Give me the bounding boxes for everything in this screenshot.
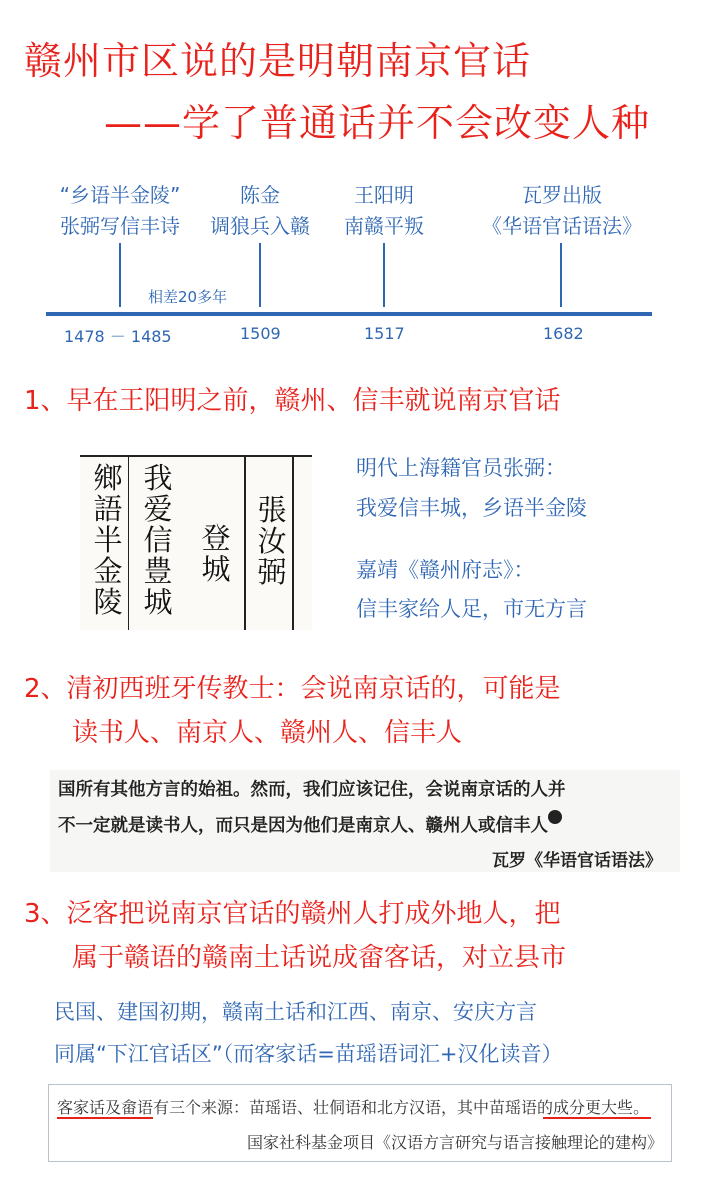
- timeline-event: [328, 180, 440, 242]
- section-2-heading: 2、清初西班牙传教士：会说南京话的，可能是: [24, 674, 561, 704]
- timeline-year: 1478 － 1485: [64, 327, 172, 346]
- citation-text: 客家话及畲语有三个来源：苗瑶语、壮侗语和北方汉语，其中苗瑶语的成分更大些。: [57, 1098, 650, 1117]
- note-line: 明代上海籍官员张弼：: [356, 456, 566, 480]
- note-line: 嘉靖《赣州府志》：: [356, 558, 535, 582]
- note-line: 民国、建国初期，赣南土话和江西、南京、安庆方言: [54, 1000, 537, 1024]
- section-1-heading: 1、早在王阳明之前，赣州、信丰就说南京官话: [24, 386, 561, 416]
- book-text-column: 登城: [201, 521, 231, 586]
- citation-box: [48, 1084, 672, 1162]
- timeline-axis: [46, 312, 652, 316]
- timeline-tick: [383, 243, 385, 307]
- timeline-tick: [560, 243, 562, 307]
- timeline-event-desc: 张弼写信丰诗: [60, 214, 180, 238]
- underline-highlight: [543, 1117, 651, 1119]
- footnote-marker-icon: [548, 810, 562, 824]
- citation-source: 国家社科基金项目《汉语方言研究与语言接触理论的建构》: [246, 1133, 663, 1152]
- book-text-column: 我爱信豊城: [143, 461, 173, 619]
- timeline-tick: [259, 243, 261, 307]
- note-line: 同属“下江官话区”（而客家话=苗瑶语词汇+汉化读音）: [54, 1042, 563, 1066]
- timeline-year: 1682: [543, 324, 584, 343]
- quote-text: 不一定就是读书人，而只是因为他们是南京人、赣州人或信丰人: [58, 815, 548, 836]
- quote-line: 国所有其他方言的始祖。然而，我们应该记住，会说南京话的人并: [58, 780, 566, 800]
- timeline-event-title: 王阳明: [354, 183, 414, 207]
- timeline-year: 1517: [364, 324, 405, 343]
- timeline-event-desc: 《华语官话语法》: [482, 214, 642, 238]
- note-line: 信丰家给人足，市无方言: [356, 597, 587, 621]
- timeline-tick: [119, 243, 121, 307]
- timeline-gap-label: 相差20多年: [148, 288, 228, 306]
- book-column-rule: [292, 455, 294, 630]
- section-2-heading-cont: 读书人、南京人、赣州人、信丰人: [72, 718, 463, 748]
- quote-source: 瓦罗《华语官话语法》: [492, 851, 662, 871]
- section-3-heading: 3、泛客把说南京官话的赣州人打成外地人，把: [24, 899, 561, 929]
- underline-highlight: [57, 1117, 153, 1119]
- quote-line: [58, 810, 562, 837]
- quote-scan: [50, 770, 680, 872]
- page-subtitle: ——学了普通话并不会改变人种: [104, 101, 651, 145]
- book-border: [80, 455, 312, 457]
- book-text-column: 張汝弼: [257, 493, 287, 589]
- note-line: 我爱信丰城，乡语半金陵: [356, 496, 587, 520]
- timeline-event-desc: 南赣平叛: [344, 214, 424, 238]
- timeline-event-title: “乡语半金陵”: [59, 183, 181, 207]
- timeline-event: [470, 180, 654, 242]
- book-column-rule: [128, 455, 129, 630]
- timeline-event: [200, 180, 320, 242]
- section-3-heading-cont: 属于赣语的赣南土话说成畲客话，对立县市: [72, 943, 567, 973]
- book-column-rule: [244, 455, 246, 630]
- timeline-event-title: 陈金: [240, 183, 280, 207]
- timeline-event-desc: 调狼兵入赣: [210, 214, 310, 238]
- old-book-image: [80, 455, 312, 630]
- timeline-year: 1509: [240, 324, 281, 343]
- page-title: 赣州市区说的是明朝南京官话: [24, 39, 532, 83]
- timeline-event: [38, 180, 202, 242]
- timeline-event-title: 瓦罗出版: [522, 183, 602, 207]
- book-text-column: 鄉語半金陵: [93, 461, 123, 619]
